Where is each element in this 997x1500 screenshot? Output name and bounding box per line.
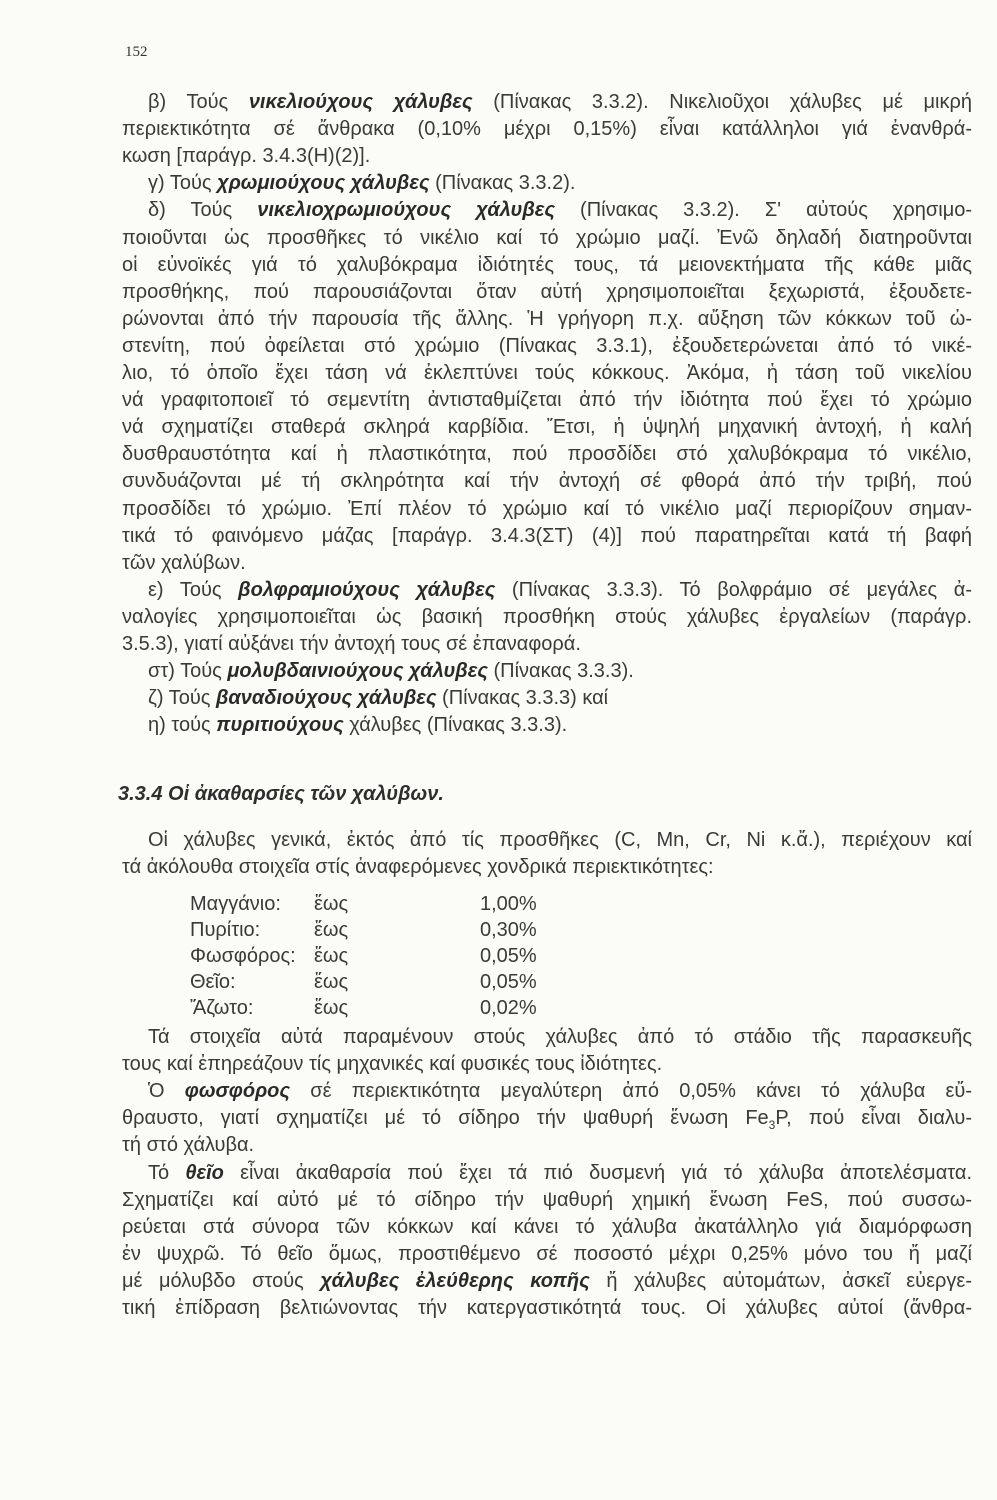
text-segment: εἶναι ἀκαθαρσία πού ἔχει τά πιό δυσμενή γιά τό χάλυβα ἀποτελέσματα. bbox=[223, 1161, 972, 1184]
limit-operator: ἕως bbox=[314, 971, 349, 993]
text-line bbox=[122, 1269, 972, 1293]
text-line bbox=[122, 280, 972, 304]
text-line bbox=[148, 828, 972, 852]
text-line bbox=[122, 497, 972, 521]
text-segment: Οἱ χάλυβες γενικά, ἐκτός ἀπό τίς προσθῆκες (C, Mn, Cr, Ni κ.ἄ.), περιέχουν καί bbox=[148, 829, 972, 851]
text-segment: θραυστο, γιατί σχηματίζει μέ τό σίδηρο τήν ψαθυρή ἕνωση Fe bbox=[122, 1107, 769, 1130]
emphasis-term: θεῖο bbox=[185, 1161, 224, 1184]
emphasis-term: νικελιοχρωμιούχους χάλυβες bbox=[257, 199, 555, 222]
emphasis-term: χρωμιούχους χάλυβες bbox=[217, 172, 430, 195]
text-segment: ναλογίες χρησιμοποιεῖται ὡς βασική προσθήκη στούς χάλυβες ἐργαλείων (παράγρ. bbox=[122, 605, 972, 628]
text-segment: P, πού εἶναι διαλυ- bbox=[775, 1107, 972, 1130]
text-segment: νά γραφιτοποιεῖ τό σεμεντίτη ἀντισταθμίζεται ἀπό τήν ἰδιότητα πού ἔχει τό χρώμιο bbox=[122, 389, 972, 412]
element-name: Ἄζωτο: bbox=[190, 997, 254, 1019]
text-line bbox=[122, 253, 972, 277]
emphasis-term: βολφραμιούχους χάλυβες bbox=[238, 578, 496, 601]
text-segment: (Πίνακας 3.3.2). Νικελιοῦχοι χάλυβες μέ μικρή bbox=[472, 91, 972, 113]
page-number: 152 bbox=[125, 44, 148, 60]
text-line bbox=[148, 713, 972, 737]
emphasis-term: μολυβδαινιούχους χάλυβες bbox=[227, 660, 488, 683]
text-segment: ἤ χάλυβες αὐτομάτων, ἀσκεῖ εὐεργε- bbox=[589, 1269, 972, 1292]
text-segment: συνδυάζονται μέ τή σκληρότητα καί τήν ἀντοχή σέ φθορά ἀπό τήν τριβή, πού bbox=[122, 470, 972, 493]
text-segment: γ) Τούς bbox=[148, 172, 218, 195]
limit-value: 1,00% bbox=[480, 893, 537, 915]
text-segment: ἐν ψυχρῶ. Τό θεῖο ὅμως, προστιθέμενο σέ ποσοστό μέχρι 0,25% μόνο του ἤ μαζί bbox=[122, 1242, 972, 1265]
text-segment: δυσθραυστότητα καί ἡ πλαστικότητα, πού προσδίδει στό χαλυβόκραμα τό νικέλιο, bbox=[122, 443, 972, 466]
text-segment: νά σχηματίζει σταθερά σκληρά καρβίδια. Ἔτσι, ἡ ὑψηλή μηχανική ἀντοχή, ἡ καλή bbox=[122, 416, 972, 439]
text-line bbox=[122, 334, 972, 358]
text-line bbox=[122, 855, 972, 879]
emphasis-term: βαναδιούχους χάλυβες bbox=[215, 687, 437, 710]
emphasis-term: φωσφόρος bbox=[184, 1080, 291, 1103]
text-line bbox=[148, 1161, 972, 1185]
text-line bbox=[122, 1296, 972, 1320]
text-segment: δ) Τούς bbox=[148, 199, 258, 222]
text-segment: χάλυβες (Πίνακας 3.3.3). bbox=[343, 714, 568, 737]
text-line bbox=[148, 1079, 972, 1103]
text-segment: κωση [παράγρ. 3.4.3(Η)(2)]. bbox=[122, 145, 371, 168]
emphasis-term: νικελιούχους χάλυβες bbox=[248, 91, 473, 113]
text-line bbox=[122, 307, 972, 331]
text-line bbox=[122, 388, 972, 412]
text-line bbox=[122, 469, 972, 493]
text-line bbox=[122, 632, 972, 656]
text-segment: τους καί ἐπηρεάζουν τίς μηχανικές καί φυσικές τους ἰδιότητες. bbox=[122, 1053, 663, 1076]
text-segment: ρεύεται στά σύνορα τῶν κόκκων καί κάνει τό χάλυβα ἀκατάλληλο γιά διαμόρφωση bbox=[122, 1215, 972, 1238]
text-segment: τή στό χάλυβα. bbox=[122, 1134, 255, 1157]
text-segment: περιεκτικότητα σέ ἄνθρακα (0,10% μέχρι 0,15%) εἶναι κατάλληλοι γιά ἐνανθρά- bbox=[122, 118, 972, 141]
limit-operator: ἕως bbox=[314, 919, 349, 941]
text-line bbox=[122, 551, 972, 575]
text-segment: Σχηματίζει καί αὐτό μέ τό σίδηρο τήν ψαθυρή χημική ἕνωση FeS, πού συσσω- bbox=[122, 1188, 972, 1211]
limit-value: 0,02% bbox=[480, 997, 537, 1019]
text-segment: μέ μόλυβδο στούς bbox=[122, 1269, 321, 1292]
text-line bbox=[122, 1133, 972, 1157]
text-segment: ρώνονται ἀπό τήν παρουσία τῆς ἄλλης. Ἡ γρήγορη π.χ. αὔξηση τῶν κόκκων τοῦ ὠ- bbox=[122, 307, 972, 330]
text-segment: (Πίνακας 3.3.2). Σ' αὐτούς χρησιμο- bbox=[555, 199, 973, 222]
text-segment: τικά τό φαινόμενο μάζας [παράγρ. 3.4.3(ΣΤ) (4)] πού παρατηρεῖται κατά τή βαφή bbox=[122, 524, 972, 547]
element-name: Θεῖο: bbox=[190, 971, 236, 993]
text-segment: 3 bbox=[768, 1118, 776, 1133]
text-segment: λιο, τό ὁποῖο ἔχει τάση νά ἐκλεπτύνει τούς κόκκους. Ἀκόμα, ἡ τάση τοῦ νικελίου bbox=[122, 362, 972, 384]
text-segment: β) Τούς bbox=[148, 91, 249, 113]
text-segment: τική ἐπίδραση βελτιώνοντας τήν κατεργαστικότητά τους. Οἱ χάλυβες αὐτοί (ἄνθρα- bbox=[122, 1297, 972, 1319]
text-segment: τῶν χαλύβων. bbox=[122, 551, 246, 574]
text-segment: ε) Τούς bbox=[148, 578, 239, 601]
text-line bbox=[148, 171, 972, 195]
text-segment: (Πίνακας 3.3.2). bbox=[429, 172, 576, 195]
text-line bbox=[148, 1025, 972, 1049]
text-line bbox=[148, 198, 972, 222]
text-segment: σέ περιεκτικότητα μεγαλύτερη ἀπό 0,05% κάνει τό χάλυβα εὔ- bbox=[290, 1080, 972, 1103]
text-line bbox=[148, 686, 972, 710]
text-segment: Ὁ bbox=[148, 1080, 185, 1103]
text-segment: 3.5.3), γιατί αὐξάνει τήν ἀντοχή τους σέ ἐπαναφορά. bbox=[122, 633, 581, 655]
element-name: Πυρίτιο: bbox=[190, 919, 261, 941]
text-line bbox=[122, 605, 972, 629]
section-heading: 3.3.4 Οἱ ἀκαθαρσίες τῶν χαλύβων. bbox=[118, 783, 444, 805]
text-line bbox=[122, 1052, 972, 1076]
text-segment: ζ) Τούς bbox=[148, 687, 216, 710]
emphasis-term: χάλυβες ἐλεύθερης κοπῆς bbox=[320, 1269, 590, 1292]
element-name: Φωσφόρος: bbox=[190, 945, 296, 967]
limit-operator: ἕως bbox=[314, 997, 349, 1019]
text-line bbox=[122, 226, 972, 250]
text-line bbox=[122, 144, 972, 168]
limit-value: 0,30% bbox=[480, 919, 537, 941]
text-segment: (Πίνακας 3.3.3). bbox=[487, 660, 634, 683]
text-segment: στενίτη, πού ὀφείλεται στό χρώμιο (Πίνακας 3.3.1), ἐξουδετερώνεται ἀπό τό νικέ- bbox=[122, 334, 972, 357]
text-line bbox=[122, 1215, 972, 1239]
text-line bbox=[122, 1242, 972, 1266]
limit-value: 0,05% bbox=[480, 971, 537, 993]
text-line bbox=[148, 90, 972, 114]
text-line bbox=[122, 361, 972, 385]
limit-value: 0,05% bbox=[480, 945, 537, 967]
text-line bbox=[122, 524, 972, 548]
text-line bbox=[122, 415, 972, 439]
text-segment: τά ἀκόλουθα στοιχεῖα στίς ἀναφερόμενες χονδρικά περιεκτικότητες: bbox=[122, 856, 714, 878]
text-line bbox=[122, 1188, 972, 1212]
limit-operator: ἕως bbox=[314, 893, 349, 915]
text-line bbox=[122, 117, 972, 141]
text-line bbox=[148, 659, 972, 683]
text-segment: ποιοῦνται ὡς προσθῆκες τό νικέλιο καί τό χρώμιο μαζί. Ἐνῶ δηλαδή διατηροῦνται bbox=[122, 226, 972, 249]
text-segment: (Πίνακας 3.3.3). Τό βολφράμιο σέ μεγάλες ἀ- bbox=[495, 578, 973, 601]
text-segment: οἱ εὐνοϊκές γιά τό χαλυβόκραμα ἰδιότητές τους, τά μειονεκτήματα τῆς κάθε μιᾶς bbox=[122, 253, 972, 276]
emphasis-term: πυριτιούχους bbox=[216, 714, 344, 737]
text-segment: προσθήκης, πού παρουσιάζονται ὅταν αὐτή χρησιμοποιεῖται ξεχωριστά, ἐξουδετε- bbox=[122, 280, 972, 303]
text-segment: (Πίνακας 3.3.3) καί bbox=[436, 687, 609, 710]
text-segment: στ) Τούς bbox=[148, 660, 228, 683]
limit-operator: ἕως bbox=[314, 945, 349, 967]
text-segment: η) τούς bbox=[148, 714, 217, 737]
element-name: Μαγγάνιο: bbox=[190, 893, 281, 915]
text-line bbox=[148, 578, 972, 602]
text-segment: Τό bbox=[148, 1161, 186, 1184]
text-segment: Τά στοιχεῖα αὐτά παραμένουν στούς χάλυβες ἀπό τό στάδιο τῆς παρασκευῆς bbox=[148, 1026, 972, 1048]
text-segment: προσδίδει τό χρώμιο. Ἐπί πλέον τό χρώμιο καί τό νικέλιο μαζί περιορίζουν σημαν- bbox=[122, 497, 972, 520]
text-line bbox=[122, 442, 972, 466]
